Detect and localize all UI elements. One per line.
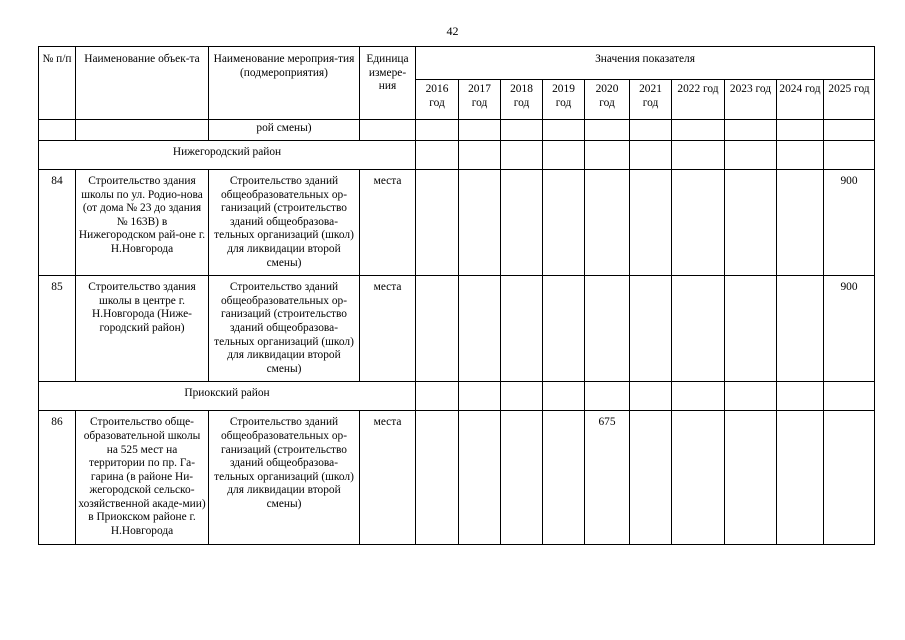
value-cell: 900 xyxy=(824,170,875,276)
header-unit: Единица измере-ния xyxy=(360,47,416,120)
num-cell: 86 xyxy=(39,411,76,544)
event-cell: рой смены) xyxy=(209,120,360,141)
value-cell xyxy=(585,120,630,141)
header-year: 2023 год xyxy=(725,80,777,120)
value-cell xyxy=(672,170,725,276)
header-year: 2019 год xyxy=(543,80,585,120)
district-title: Нижегородский район xyxy=(39,141,416,170)
table-body xyxy=(39,120,875,545)
value-cell xyxy=(725,120,777,141)
value-cell xyxy=(672,141,725,170)
value-cell xyxy=(585,170,630,276)
value-cell xyxy=(501,120,543,141)
unit-cell: места xyxy=(360,411,416,544)
value-cell xyxy=(585,141,630,170)
object-cell: Строительство здания школы в центре г. Н.Новгорода (Ниже-городский район) xyxy=(76,276,209,382)
value-cell xyxy=(725,276,777,382)
object-cell xyxy=(76,120,209,141)
header-year: 2021 год xyxy=(630,80,672,120)
num-cell xyxy=(39,120,76,141)
value-cell xyxy=(824,382,875,411)
value-cell xyxy=(459,120,501,141)
value-cell xyxy=(543,141,585,170)
value-cell xyxy=(459,141,501,170)
header-year: 2024 год xyxy=(777,80,824,120)
header-object: Наименование объек-та xyxy=(76,47,209,120)
header-year: 2017 год xyxy=(459,80,501,120)
header-year: 2022 год xyxy=(672,80,725,120)
value-cell xyxy=(459,411,501,544)
value-cell xyxy=(824,411,875,544)
value-cell xyxy=(416,170,459,276)
num-cell: 85 xyxy=(39,276,76,382)
district-row xyxy=(39,141,875,170)
value-cell xyxy=(630,276,672,382)
value-cell xyxy=(501,276,543,382)
value-cell xyxy=(672,276,725,382)
value-cell xyxy=(630,411,672,544)
table-row xyxy=(39,411,875,544)
value-cell xyxy=(725,382,777,411)
value-cell xyxy=(543,120,585,141)
value-cell xyxy=(777,141,824,170)
value-cell xyxy=(501,382,543,411)
value-cell xyxy=(824,141,875,170)
event-cell: Строительство зданий общеобразовательных ор-ганизаций (строительство зданий общеобразова-тельных организаций (школ) для ликвидации второй смены) xyxy=(209,276,360,382)
value-cell xyxy=(501,141,543,170)
value-cell xyxy=(725,411,777,544)
unit-cell: места xyxy=(360,170,416,276)
value-cell xyxy=(459,382,501,411)
value-cell xyxy=(725,141,777,170)
value-cell xyxy=(459,276,501,382)
value-cell xyxy=(543,276,585,382)
header-row-1 xyxy=(39,47,875,80)
unit-cell xyxy=(360,120,416,141)
value-cell xyxy=(416,382,459,411)
value-cell xyxy=(501,170,543,276)
value-cell xyxy=(672,382,725,411)
value-cell xyxy=(459,170,501,276)
value-cell xyxy=(630,170,672,276)
header-year: 2018 год xyxy=(501,80,543,120)
header-values: Значения показателя xyxy=(416,47,875,80)
district-row xyxy=(39,382,875,411)
value-cell xyxy=(585,276,630,382)
value-cell xyxy=(501,411,543,544)
value-cell: 900 xyxy=(824,276,875,382)
district-title: Приокский район xyxy=(39,382,416,411)
value-cell: 675 xyxy=(585,411,630,544)
value-cell xyxy=(672,120,725,141)
value-cell xyxy=(824,120,875,141)
header-year: 2016 год xyxy=(416,80,459,120)
value-cell xyxy=(585,382,630,411)
continuation-row xyxy=(39,120,875,141)
value-cell xyxy=(416,411,459,544)
value-cell xyxy=(630,120,672,141)
event-cell: Строительство зданий общеобразовательных ор-ганизаций (строительство зданий общеобразова-тельных организаций (школ) для ликвидации второй смены) xyxy=(209,170,360,276)
value-cell xyxy=(543,170,585,276)
num-cell: 84 xyxy=(39,170,76,276)
value-cell xyxy=(725,170,777,276)
object-cell: Строительство здания школы по ул. Родио-нова (от дома № 23 до здания № 163В) в Нижегородском рай-оне г. Н.Новгорода xyxy=(76,170,209,276)
table-row xyxy=(39,170,875,276)
header-num: № п/п xyxy=(39,47,76,120)
header-year: 2020 год xyxy=(585,80,630,120)
header-event: Наименование мероприя-тия (подмероприятия) xyxy=(209,47,360,120)
value-cell xyxy=(543,411,585,544)
page-number: 42 xyxy=(446,24,459,38)
unit-cell: места xyxy=(360,276,416,382)
value-cell xyxy=(416,120,459,141)
value-cell xyxy=(777,120,824,141)
event-cell: Строительство зданий общеобразовательных ор-ганизаций (строительство зданий общеобразова-тельных организаций (школ) для ликвидации второй смены) xyxy=(209,411,360,544)
value-cell xyxy=(543,382,585,411)
table-row xyxy=(39,276,875,382)
value-cell xyxy=(777,382,824,411)
value-cell xyxy=(672,411,725,544)
object-cell: Строительство обще-образовательной школы на 525 мест на территории по пр. Га-гарина (в районе Ни-жегородской сельско-хозяйственной акаде-мии) в Приокском районе г. Н.Новгорода xyxy=(76,411,209,544)
indicator-table xyxy=(38,46,875,545)
value-cell xyxy=(630,141,672,170)
header-year: 2025 год xyxy=(824,80,875,120)
value-cell xyxy=(777,276,824,382)
value-cell xyxy=(630,382,672,411)
value-cell xyxy=(416,141,459,170)
value-cell xyxy=(777,170,824,276)
value-cell xyxy=(416,276,459,382)
value-cell xyxy=(777,411,824,544)
